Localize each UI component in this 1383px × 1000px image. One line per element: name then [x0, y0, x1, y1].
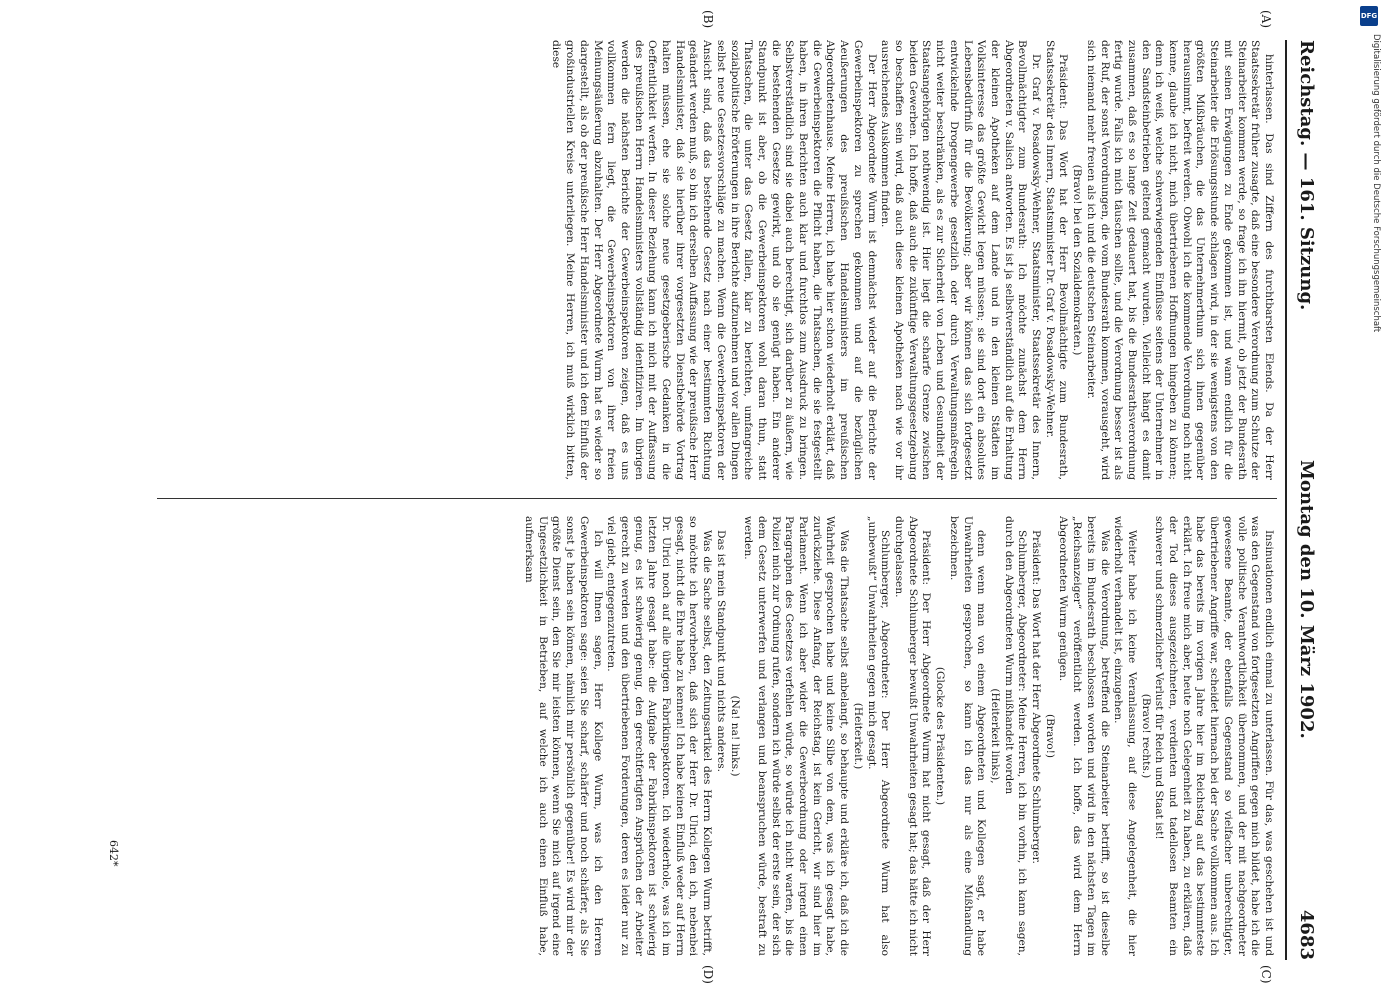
right-column [125, 516, 1275, 956]
paragraph: Was die Sache selbst, den Zeitungsartikel des Herrn Kollegen Wurm betrifft, so möchte ich hervorheben, daß sich der Herr Dr. Ulrici, den ich, nebenbei gesagt, nicht die Ehre habe zu kennen! Ich habe keinen Einfluß weder auf Herrn Dr. Ulrici noch auf alle übrigen Fabrikinspektoren. Ich wiederhole, was ich im letzten Jahre gesagt habe: die Aufgabe der Fabrikinspektoren ist schwierig genug, es ist schwierig genug, den gerechtfertigten Ansprüchen der Arbeiter gerecht zu werden und den übertriebenen Forderungen, deren es leider nur zu viel giebt, entgegenzutreten. [605, 516, 714, 956]
paragraph: Schlumberger, Abgeordneter: Der Herr Abgeordnete Wurm hat also „unbewußt“ Unwahrheiten gegen mich gesagt. [865, 516, 892, 956]
paragraph: Was die Thatsache selbst anbelangt, so behaupte und erkläre ich, daß ich die Wahrheit gesprochen habe und keine Silbe von dem, was ich gesagt habe, zurückziehe. Diese Anfang, der Reichstag, ist kein Gericht, wir sind hier im Parlament. Wenn ich aber wider die Gewerbeordnung oder irgend einen Paragraphen des Gesetzes verfehlen würde, so würde ich nicht warten, bis die Polizei mich zur Ordnung rufen, sondern ich würde selbst der erste sein, der sich dem Gesetz unterwerfen und verlangen und beanspruchen würde, bestraft zu werden. [742, 516, 851, 956]
header-date: Montag den 10. März 1902. [1296, 460, 1317, 739]
margin-marker-d: (D) [701, 965, 715, 984]
interjection: (Na! na! links.) [728, 695, 741, 777]
interjection: (Heiterkeit links), [988, 688, 1001, 784]
paragraph: Weiter habe ich keine Veranlassung, auf diese Angelegenheit, die hier wiederholt verhandelt ist, einzugehen. [1112, 516, 1138, 956]
signature-mark: 642* [107, 840, 120, 867]
rotated-page-content [75, 10, 1325, 984]
interjection: (Glocke des Präsidenten.) [934, 666, 947, 806]
paragraph: denn wenn man von einem Abgeordneten und Kollegen sagt, er habe Unwahrheiten gesprochen, so kann ich das nur als eine Mißhandlung bezeichnen. [947, 516, 988, 956]
page-header [1281, 40, 1325, 960]
margin-marker-a: (A) [1259, 10, 1273, 29]
paragraph: Dr. Graf v. Posadowsky-Wehner, Staatsminister, Staatssekretär des Innern, Bevollmächtigter zum Bundesrath: Ich möchte zunächst dem Herrn Abgeordneten v. Salisch antworten. Es ist ja selbstverständlich auf die Erhaltung der kleinen Apotheken auf dem Lande und in den kleinen Städten im Volksinteresse das größte Gewicht legen müssen; sie sind dort ein absolutes Lebensbedürfniß für die Bevölkerung; aber wir können das sich fortgesetzt entwickelnde Drogengewerbe gesetzlich oder durch Verwaltungsmaßregeln nicht weiter beschränken, als es zur Sicherheit von Leben und Gesundheit der Staatsangehörigen nothwendig ist. Hier liegt die scharfe Grenze zwischen beiden Gewerben. Ich hoffe, daß auch die zukünftige Verwaltungsgesetzgebung so beschaffen sein wird, daß auch diese kleinen Apotheken nach wie vor ihr ausreichendes Auskommen finden. [879, 40, 1043, 480]
paragraph: Präsident: Das Wort hat der Herr Bevollmächtigte zum Bundesrath, Staatssekretär des Innern, Staatsminister Dr. Graf v. Posadowsky-Wehner. [1043, 40, 1070, 480]
left-column [125, 40, 1275, 480]
header-session: Reichstag. — 161. Sitzung. [1296, 40, 1317, 311]
paragraph: Insinuationen endlich einmal zu unterlassen. Für das, was geschehen ist und was den Gegenstand von fortgesetzten Angriffen gegen mich bildet, habe ich die volle politische Verantwortlichkeit übernommen, und der mit nachgeordneter gewesene Beamte, der ebenfalls Gegenstand so vielfacher unberechtigter, übertriebener Angriffe war, scheidet hiernach bei der Sache vollkommen aus. Ich habe das bereits im vorigen Jahre hier im Reichstag auf das bestimmteste erklärt. Ich freue mich aber, heute noch Gelegenheit zu haben, zu erklären, daß der Tod dieses ausgezeichneten, verdienten und tadellosen Beamten ein schwerer und schmerzlicher Verlust für Reich und Staat ist! [1153, 516, 1275, 956]
header-rule [1285, 40, 1287, 960]
margin-marker-b: (B) [701, 10, 715, 29]
paragraph: Der Herr Abgeordnete Wurm ist demnächst wieder auf die Berichte der Gewerbeinspektoren zu sprechen gekommen und auf die bezüglichen Aeußerungen des preußischen Handelsministers im preußischen Abgeordnetenhause. Meine Herren, ich habe hier schon wiederholt erklärt, daß die Gewerbeinspektoren die Pflicht haben, die Thatsachen, die sie festgestellt haben, in ihren Berichten auch klar und furchtlos zum Ausdruck zu bringen. Selbstverständlich sind sie dabei auch berechtigt, sich darüber zu äußern, wie die bestehenden Gesetze gewirkt, und ob sie genügt haben. Ein anderer Standpunkt ist aber, ob die Gewerbeinspektoren wohl daran thun, statt Thatsachen, die unter das Gesetz fallen, klar zu berichten, umfangreiche sozialpolitische Erörterungen in ihre Berichte aufzunehmen und vor allen Dingen selbst neue Gesetzesvorschläge zu machen. Wenn die Gewerbeinspektoren der Ansicht sind, daß das bestehende Gesetz nach einer bestimmten Richtung geändert werden muß, so bin ich derselben Auffassung wie der preußische Herr Handelsminister, daß sie hierüber ihrer vorgesetzten Dienstbehörde Vortrag halten müssen, ehe sie solche neue gesetzgeberische Gedanken in die Oeffentlichkeit werfen. In dieser Beziehung kann ich mich mit der Auffassung des preußischen Herrn Handelsministers vollständig identifiziren. Im übrigen werden die nächsten Berichte der Gewerbeinspektoren zeigen, daß es uns vollkommen fern liegt, die Gewerbeinspektoren von ihrer freien Meinungsäußerung abzuhalten. Der Herr Abgeordnete Wurm hat es wieder so dargestellt, als ob der preußische Herr Handelsminister und ich dem Einfluß der großindustriellen Kreise unterliegen. Meine Herren, ich muß wirklich bitten, diese [550, 40, 878, 480]
dfg-logo-icon: DFG [1360, 6, 1378, 26]
paragraph: Präsident: Der Herr Abgeordnete Wurm hat nicht gesagt, daß der Herr Abgeordnete Schlumberger bewußt Unwahrheiten gesagt hat; das hätte ich nicht durchgelassen. [893, 516, 933, 956]
paragraph: Das ist mein Standpunkt und nichts anderes. [714, 530, 727, 773]
paragraph: Präsident: Das Wort hat der Herr Abgeordnete Schlumberger. [1030, 530, 1043, 864]
paragraph: Schlumberger, Abgeordneter: Meine Herren, ich bin vorhin, ich kann sagen, durch den Abgeordneten Wurm mißhandelt worden [1002, 516, 1029, 956]
digitization-credit: Digitalisierung gefördert durch die Deutsche Forschungsgemeinschaft [1371, 34, 1381, 333]
header-page-number: 4683 [1296, 909, 1317, 960]
interjection: (Heiterkeit.) [851, 702, 864, 770]
column-divider [157, 498, 1277, 499]
paragraph: hinterlassen. Das sind Ziffern des furchtbarsten Elends. Da der Herr Staatssekretär früher zusagte, daß eine besondere Verordnung zum Schutze der Steinarbeiter kommen werde, so frage ich ihn hiermit, ob jetzt der Bundesrath mit seinen Erwägungen zu Ende gekommen ist, und wann endlich für die Steinarbeiter die Erlösungsstunde schlagen wird, in der sie wenigstens von den größten Mißbräuchen, die das Unternehmerthum sich ihnen gegenüber herausnimmt, befreit werden. Obwohl ich die kommende Verordnung noch nicht kenne, glaube ich nicht, mich übertriebenen Hoffnungen hingeben zu können; denn ich weiß, welche schwerwiegenden Einflüsse seitens der Unternehmer in den Sandsteinbetrieben geltend gemacht wurden. Vielleicht hängt es damit zusammen, daß es so lange Zeit gedauert hat, bis die Bundesrathsverordnung fertig wurde. Falls ich mich täuschen sollte, und die Verordnung besser ist als der Ruf, der sonst Verordnungen, die vom Bundesrath kommen, vorausgeht, wird sich niemand mehr freuen als ich und die deutschen Steinarbeiter. [1084, 40, 1275, 480]
interjection: (Bravo! bei den Sozialdemokraten.) [1071, 164, 1084, 356]
paragraph: Was die Verordnung, betreffend die Steinarbeiter betrifft, so ist dieselbe bereits im Bundesrath beschlossen worden und wird in den nächsten Tagen im „Reichsanzeiger“ veröffentlicht werden. Ich hoffe, das wird dem Herrn Abgeordneten Wurm genügen. [1057, 516, 1111, 956]
paragraph: Ich will Ihnen sagen, Herr Kollege Wurm, was ich den Herren Gewerbeinspektoren sage: seien Sie scharf, schärfer und noch schärfer, als Sie sonst je haben sein können, nämlich mir persönlich gegenüber! Es wird mir der größte Dienst sein, den Sie mir leisten können, wenn Sie mich auf irgend eine Ungesetzlichkeit in Betrieben, auf welche ich auch einen Einfluß habe, aufmerksam [523, 516, 604, 956]
interjection: (Bravo! rechts.) [1139, 693, 1152, 779]
margin-marker-c: (C) [1259, 965, 1273, 984]
interjection: (Bravo!) [1043, 713, 1056, 759]
